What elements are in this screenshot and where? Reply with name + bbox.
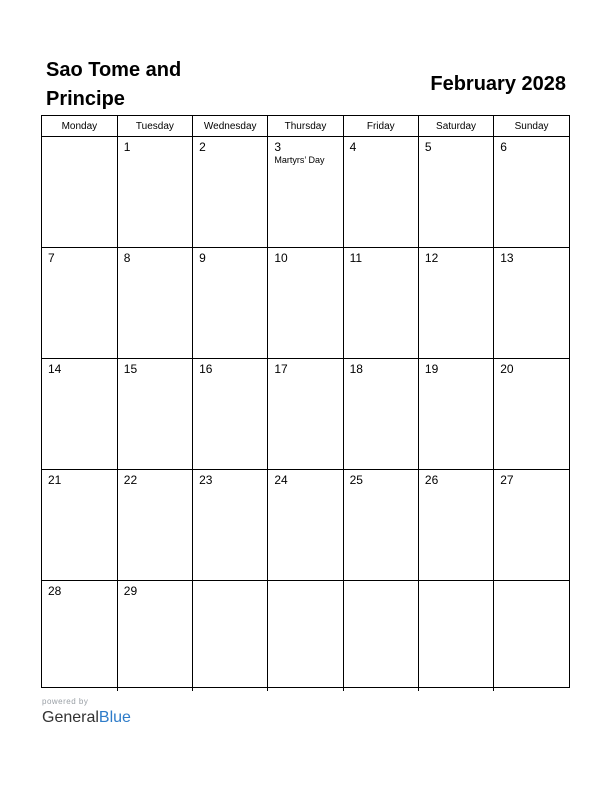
day-number: 1 [123, 140, 131, 154]
weekday-header: Tuesday [117, 116, 192, 137]
day-number: 13 [500, 251, 514, 265]
day-number [419, 581, 493, 584]
day-cell [117, 248, 192, 359]
day-number: 2 [199, 140, 206, 154]
day-number [193, 581, 267, 584]
calendar-grid [41, 115, 570, 688]
day-cell [42, 581, 117, 692]
day-cell [268, 248, 343, 359]
day-cell [268, 137, 343, 248]
day-cell [193, 137, 268, 248]
weekday-header: Friday [343, 116, 418, 137]
day-number: 12 [424, 251, 439, 265]
day-number: 26 [424, 473, 439, 487]
day-cell [42, 137, 117, 248]
day-cell [418, 248, 493, 359]
day-cell [418, 359, 493, 470]
week-row [42, 137, 569, 248]
day-cell [343, 581, 418, 692]
day-number: 20 [500, 362, 514, 376]
day-number: 25 [349, 473, 363, 487]
day-number: 11 [349, 251, 363, 265]
day-number: 23 [199, 473, 213, 487]
day-number: 10 [274, 251, 288, 265]
day-number: 4 [349, 140, 357, 154]
day-number: 14 [48, 362, 62, 376]
day-number [494, 581, 569, 584]
country-title: Sao Tome and Principe [46, 59, 182, 110]
day-cell [117, 137, 192, 248]
day-cell [418, 470, 493, 581]
weekday-header: Monday [42, 116, 117, 137]
day-number [344, 581, 418, 584]
day-number: 18 [349, 362, 363, 376]
day-cell [117, 581, 192, 692]
day-cell [343, 248, 418, 359]
day-cell [494, 248, 569, 359]
day-cell [117, 359, 192, 470]
day-cell [494, 359, 569, 470]
day-cell [418, 581, 493, 692]
day-number: 9 [199, 251, 206, 265]
day-cell [418, 137, 493, 248]
day-number: 19 [424, 362, 439, 376]
day-cell [343, 137, 418, 248]
day-cell [42, 248, 117, 359]
brand-general-text: General [42, 709, 99, 726]
weekday-header: Saturday [418, 116, 493, 137]
day-number: 27 [500, 473, 514, 487]
day-number: 21 [48, 473, 62, 487]
day-cell [494, 581, 569, 692]
week-row [42, 470, 569, 581]
day-number [268, 581, 342, 584]
day-number: 6 [500, 140, 507, 154]
day-number: 28 [48, 584, 62, 598]
day-number: 24 [274, 473, 288, 487]
day-cell [193, 470, 268, 581]
day-cell [343, 359, 418, 470]
day-cell [117, 470, 192, 581]
weekday-header: Thursday [268, 116, 343, 137]
generalblue-logo [42, 708, 131, 728]
month-title: February 2028 [430, 73, 566, 95]
weekday-header: Wednesday [193, 116, 268, 137]
weekday-header: Sunday [494, 116, 569, 137]
weekday-header-row [42, 116, 569, 137]
brand-blue-text: Blue [98, 709, 131, 726]
day-cell [193, 248, 268, 359]
day-cell [494, 470, 569, 581]
day-number: 3 [274, 140, 282, 154]
day-number: 29 [123, 584, 138, 598]
day-cell [494, 137, 569, 248]
day-cell [343, 470, 418, 581]
holiday-label: Martyrs’ Day [274, 155, 325, 165]
day-cell [193, 581, 268, 692]
day-cell [268, 359, 343, 470]
day-cell [268, 470, 343, 581]
day-cell [42, 470, 117, 581]
day-number: 17 [274, 362, 288, 376]
week-row [42, 581, 569, 692]
day-cell [193, 359, 268, 470]
day-number: 5 [424, 140, 432, 154]
powered-by-text: powered by [42, 697, 89, 706]
day-number [42, 137, 117, 140]
day-cell [42, 359, 117, 470]
day-number: 8 [123, 251, 131, 265]
day-number: 7 [48, 251, 55, 265]
week-row [42, 359, 569, 470]
week-row [42, 248, 569, 359]
day-number: 22 [123, 473, 138, 487]
day-number: 15 [123, 362, 138, 376]
day-cell [268, 581, 343, 692]
day-number: 16 [199, 362, 213, 376]
